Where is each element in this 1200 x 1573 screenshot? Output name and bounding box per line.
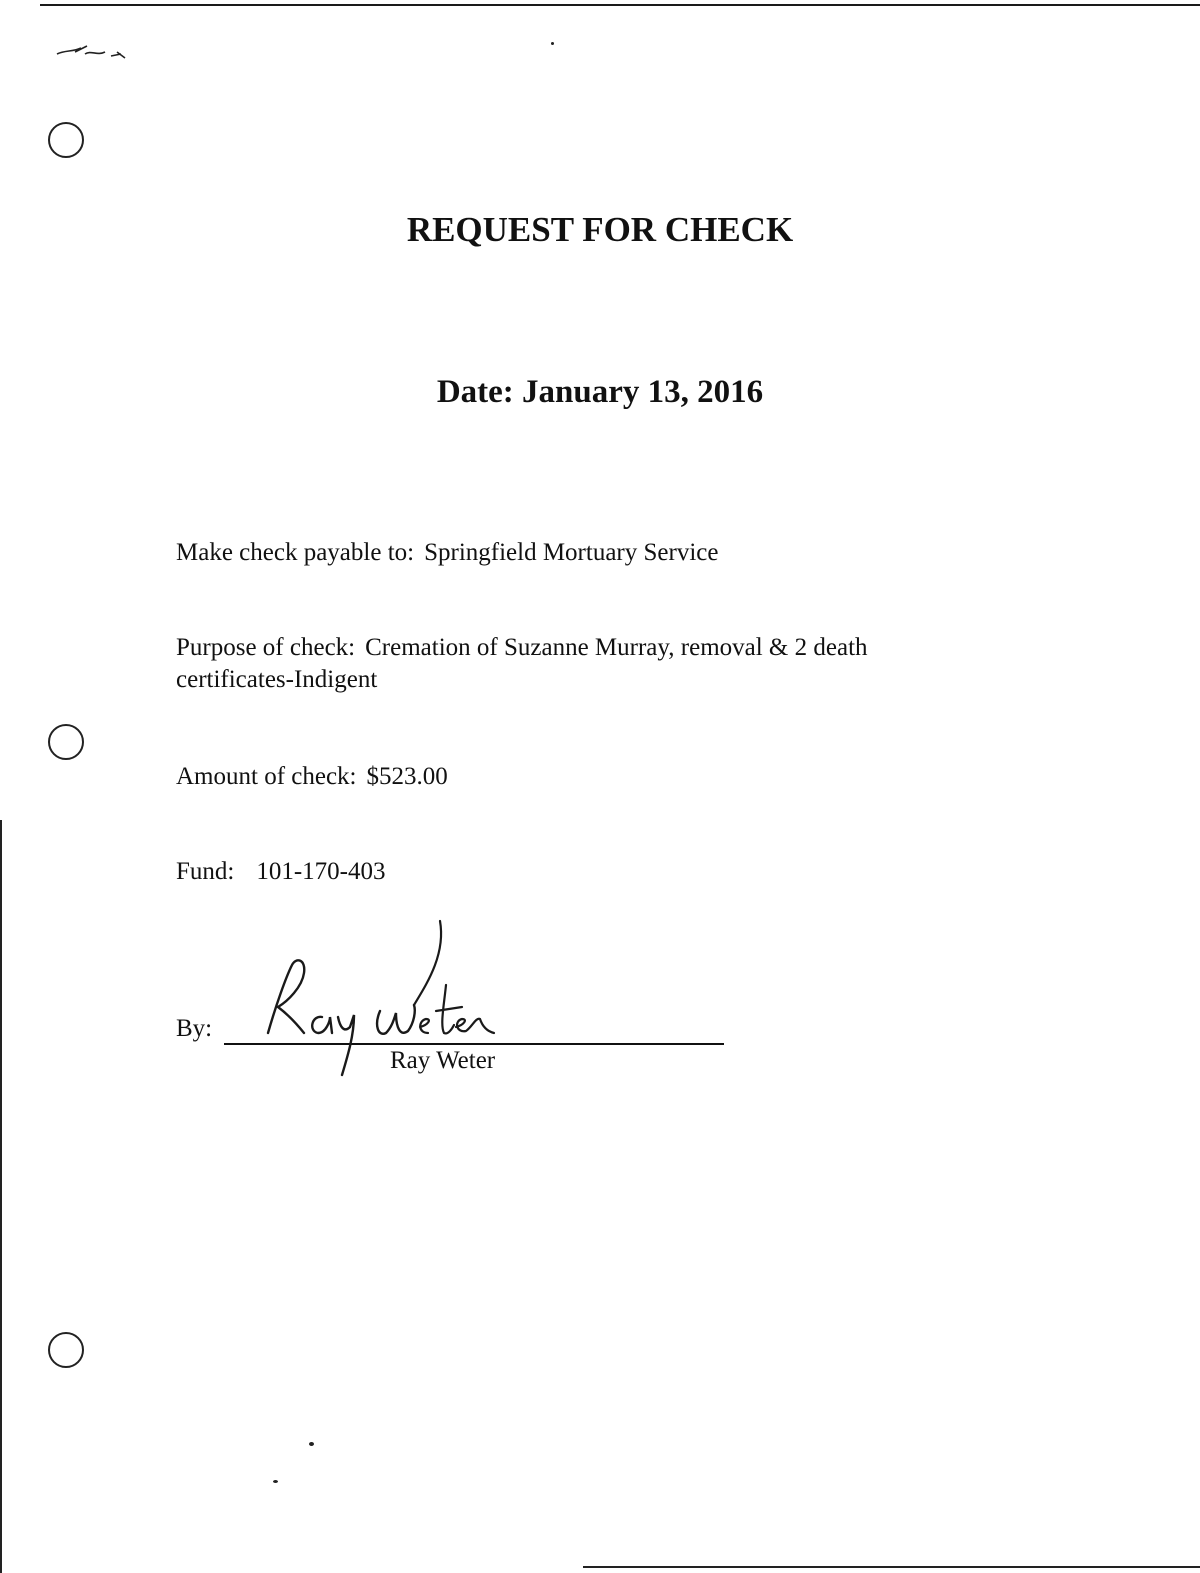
document-title: REQUEST FOR CHECK (406, 210, 794, 249)
purpose-value-line2: certificates-Indigent (176, 666, 378, 693)
date-line (0, 374, 1200, 411)
by-label: By: (176, 1015, 213, 1042)
purpose-label: Purpose of check: (176, 634, 356, 661)
amount-field (176, 761, 448, 793)
amount-value: $523.00 (366, 763, 448, 790)
purpose-field (176, 632, 868, 696)
amount-label: Amount of check: (176, 763, 357, 790)
purpose-value-line1: Cremation of Suzanne Murray, removal & 2 death (365, 634, 868, 661)
date-label: Date: (436, 374, 514, 410)
punch-hole-top (48, 122, 84, 158)
payee-value: Springfield Mortuary Service (424, 539, 719, 566)
scan-scribble-mark (55, 40, 135, 64)
fund-field (176, 856, 386, 888)
payee-label: Make check payable to: (176, 539, 415, 566)
punch-hole-bottom (48, 1332, 84, 1368)
signer-name: Ray Weter (390, 1047, 496, 1074)
speck-lower-2 (273, 1480, 278, 1483)
date-value: January 13, 2016 (522, 374, 764, 410)
speck-top (551, 42, 554, 45)
fund-label: Fund: (176, 858, 235, 885)
punch-hole-middle (48, 724, 84, 760)
scan-edge-bottom (583, 1566, 1200, 1568)
payee-field (176, 537, 718, 569)
fund-value: 101-170-403 (256, 858, 386, 885)
speck-lower-1 (309, 1442, 314, 1446)
scan-edge-left (0, 820, 2, 1573)
scan-edge-top (40, 4, 1200, 6)
